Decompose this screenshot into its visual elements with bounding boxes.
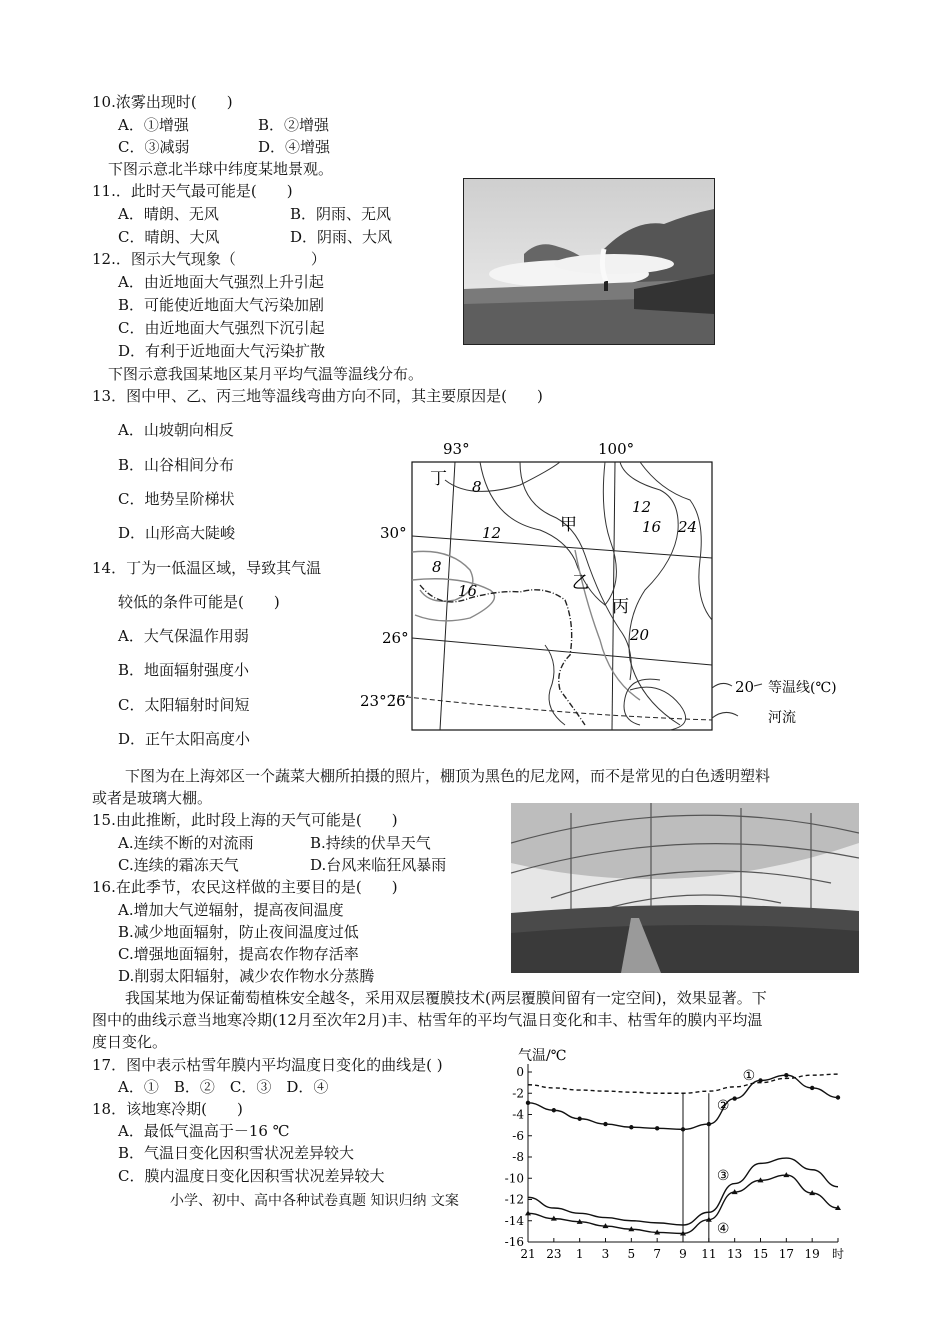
chart-point <box>552 1108 556 1112</box>
q10-stem: 10.浓雾出现时( ) <box>92 93 233 111</box>
chart-x-tick-label: 19 <box>804 1247 820 1261</box>
isotherm-label: 16 <box>642 518 662 536</box>
q13-option-d[interactable]: D．山形高大陡峻 <box>118 524 236 542</box>
intro-text: 下图为在上海郊区一个蔬菜大棚所拍摄的照片，棚顶为黑色的尼龙网，而不是常见的白色透明塑料 <box>125 767 771 785</box>
q11-option-d[interactable]: D．阴雨、大风 <box>290 228 393 246</box>
chart-point <box>603 1122 607 1126</box>
lon-label-93: 93° <box>443 440 470 458</box>
q12-option-c[interactable]: C．由近地面大气强烈下沉引起 <box>118 319 325 337</box>
chart-x-tick-label: 5 <box>627 1247 636 1261</box>
q12-option-b[interactable]: B．可能使近地面大气污染加剧 <box>118 296 325 314</box>
q12-option-a[interactable]: A．由近地面大气强烈上升引起 <box>118 273 324 291</box>
q13-option-c[interactable]: C．地势呈阶梯状 <box>118 490 235 508</box>
place-bing: 丙 <box>612 597 629 617</box>
isotherm-label: 20 <box>630 626 650 644</box>
q14-stem-cont: 较低的条件可能是( ) <box>118 593 280 611</box>
q14-option-b[interactable]: B．地面辐射强度小 <box>118 661 250 679</box>
chart-x-tick-label: 7 <box>653 1247 661 1261</box>
q15-option-b[interactable]: B.持续的伏旱天气 <box>310 834 431 852</box>
temperature-chart <box>500 1042 850 1272</box>
isotherm-label: 8 <box>472 478 482 496</box>
q18-option-b[interactable]: B．气温日变化因积雪状况差异较大 <box>118 1144 355 1162</box>
legend-isotherm-value: 20 <box>735 678 755 696</box>
footer-text: 小学、初中、高中各种试卷真题 知识归纳 文案 <box>170 1193 459 1209</box>
isotherm-label: 24 <box>678 518 698 536</box>
q15-option-c[interactable]: C.连续的霜冻天气 <box>118 856 239 874</box>
q10-option-a[interactable]: A．①增强 <box>118 116 189 134</box>
chart-series-label: ② <box>716 1097 730 1114</box>
chart-y-tick-label: 0 <box>516 1065 524 1079</box>
fog-landscape-photo <box>463 178 715 345</box>
isotherm-label: 8 <box>432 558 442 576</box>
q11-option-c[interactable]: C．晴朗、大风 <box>118 228 220 246</box>
q15-option-d[interactable]: D.台风来临狂风暴雨 <box>310 856 447 874</box>
q16-option-b[interactable]: B.减少地面辐射，防止夜间温度过低 <box>118 923 359 941</box>
chart-x-tick-label: 17 <box>778 1247 794 1261</box>
intro-text: 度日变化。 <box>92 1033 168 1051</box>
q18-option-c[interactable]: C．膜内温度日变化因积雪状况差异较大 <box>118 1167 385 1185</box>
legend-river-label: 河流 <box>768 710 796 726</box>
isotherm-label: 16 <box>458 582 478 600</box>
chart-x-tick-label: 11 <box>701 1247 717 1261</box>
chart-x-tick-label: 23 <box>546 1247 562 1261</box>
chart-point <box>707 1122 711 1126</box>
q10-option-c[interactable]: C．③减弱 <box>118 138 190 156</box>
isotherm-label: 12 <box>632 498 652 516</box>
q16-option-c[interactable]: C.增强地面辐射，提高农作物存活率 <box>118 945 359 963</box>
q11-option-b[interactable]: B．阴雨、无风 <box>290 205 392 223</box>
q16-option-d[interactable]: D.削弱太阳辐射，减少农作物水分蒸腾 <box>118 967 375 985</box>
greenhouse-photo <box>511 803 859 973</box>
q11-option-a[interactable]: A．晴朗、无风 <box>118 205 219 223</box>
chart-point <box>655 1126 659 1130</box>
chart-point <box>681 1127 685 1131</box>
lon-label-100: 100° <box>598 440 635 458</box>
chart-x-tick-label: 3 <box>601 1247 610 1261</box>
chart-x-tick-label: 21 <box>520 1247 536 1261</box>
place-yi: 乙 <box>572 573 589 593</box>
place-ding: 丁 <box>430 469 447 489</box>
q15-stem: 15.由此推断，此时段上海的天气可能是( ) <box>92 811 398 829</box>
q18-stem: 18．该地寒冷期( ) <box>92 1100 243 1118</box>
chart-y-tick-label: -10 <box>504 1171 524 1186</box>
chart-y-tick-label: -4 <box>512 1107 524 1122</box>
chart-y-tick-label: -12 <box>504 1192 524 1207</box>
q14-stem: 14．丁为一低温区域，导致其气温 <box>92 559 322 577</box>
chart-point <box>784 1073 788 1077</box>
q16-stem: 16.在此季节，农民这样做的主要目的是( ) <box>92 878 398 896</box>
q10-option-b[interactable]: B．②增强 <box>258 116 330 134</box>
chart-point <box>836 1095 840 1099</box>
q14-option-c[interactable]: C．太阳辐射时间短 <box>118 696 250 714</box>
intro-text: 下图示意北半球中纬度某地景观。 <box>108 160 334 178</box>
chart-series-label: ① <box>742 1068 756 1085</box>
chart-y-tick-label: -16 <box>504 1235 524 1249</box>
q17-stem: 17．图中表示枯雪年膜内平均温度日变化的曲线是( ) <box>92 1056 443 1074</box>
chart-point <box>758 1078 762 1082</box>
q13-option-b[interactable]: B．山谷相间分布 <box>118 456 235 474</box>
isotherm-map <box>360 440 850 740</box>
q11-stem: 11.．此时天气最可能是( ) <box>92 182 293 200</box>
chart-point <box>810 1086 814 1090</box>
lat-label-30: 30° <box>380 524 407 542</box>
chart-x-tick-label: 13 <box>727 1247 743 1261</box>
chart-y-tick-label: -8 <box>512 1150 524 1164</box>
chart-y-tick-label: -14 <box>504 1213 524 1228</box>
chart-x-tick-label: 9 <box>679 1247 687 1261</box>
intro-text: 我国某地为保证葡萄植株安全越冬，采用双层覆膜技术(两层覆膜间留有一定空间)，效果显著。下 <box>125 989 767 1007</box>
q13-stem: 13．图中甲、乙、丙三地等温线弯曲方向不同，其主要原因是( ) <box>92 387 543 405</box>
chart-point <box>629 1125 633 1129</box>
chart-x-tick-label: 15 <box>752 1247 769 1261</box>
q15-option-a[interactable]: A.连续不断的对流雨 <box>118 834 254 852</box>
intro-text: 下图示意我国某地区某月平均气温等温线分布。 <box>108 365 424 383</box>
isotherm-label: 12 <box>482 524 502 542</box>
q12-stem: 12.．图示大气现象（ ） <box>92 250 326 268</box>
lat-label-tropic: 23°26′ <box>360 692 410 710</box>
legend-isotherm-label: 等温线(℃) <box>768 680 837 696</box>
chart-point <box>577 1117 581 1121</box>
intro-text: 或者是玻璃大棚。 <box>92 789 213 807</box>
q16-option-a[interactable]: A.增加大气逆辐射，提高夜间温度 <box>118 901 344 919</box>
q13-option-a[interactable]: A．山坡朝向相反 <box>118 421 234 439</box>
chart-point <box>732 1096 736 1100</box>
q10-option-d[interactable]: D．④增强 <box>258 138 331 156</box>
chart-series-label: ④ <box>716 1221 730 1238</box>
q14-option-d[interactable]: D．正午太阳高度小 <box>118 730 251 748</box>
chart-series-line <box>528 1074 838 1093</box>
q18-option-a[interactable]: A．最低气温高于－16 ℃ <box>118 1122 290 1140</box>
chart-y-tick-label: -2 <box>512 1086 524 1101</box>
chart-point <box>526 1101 530 1105</box>
chart-x-tick-label: 1 <box>575 1247 584 1261</box>
intro-text: 图中的曲线示意当地寒冷期(12月至次年2月)丰、枯雪年的平均气温日变化和丰、枯雪年的膜内平均温 <box>92 1011 763 1029</box>
place-jia: 甲 <box>560 515 577 535</box>
chart-ylabel: 气温/℃ <box>518 1048 567 1064</box>
lat-label-26: 26° <box>382 629 409 647</box>
q17-options[interactable]: A．① B．② C．③ D．④ <box>118 1078 329 1096</box>
q12-option-d[interactable]: D．有利于近地面大气污染扩散 <box>118 342 326 360</box>
map-frame <box>412 462 712 730</box>
chart-y-tick-label: -6 <box>512 1128 524 1143</box>
chart-x-tick-label: 时 <box>831 1247 845 1261</box>
chart-series-label: ③ <box>716 1168 730 1185</box>
q14-option-a[interactable]: A．大气保温作用弱 <box>118 627 249 645</box>
